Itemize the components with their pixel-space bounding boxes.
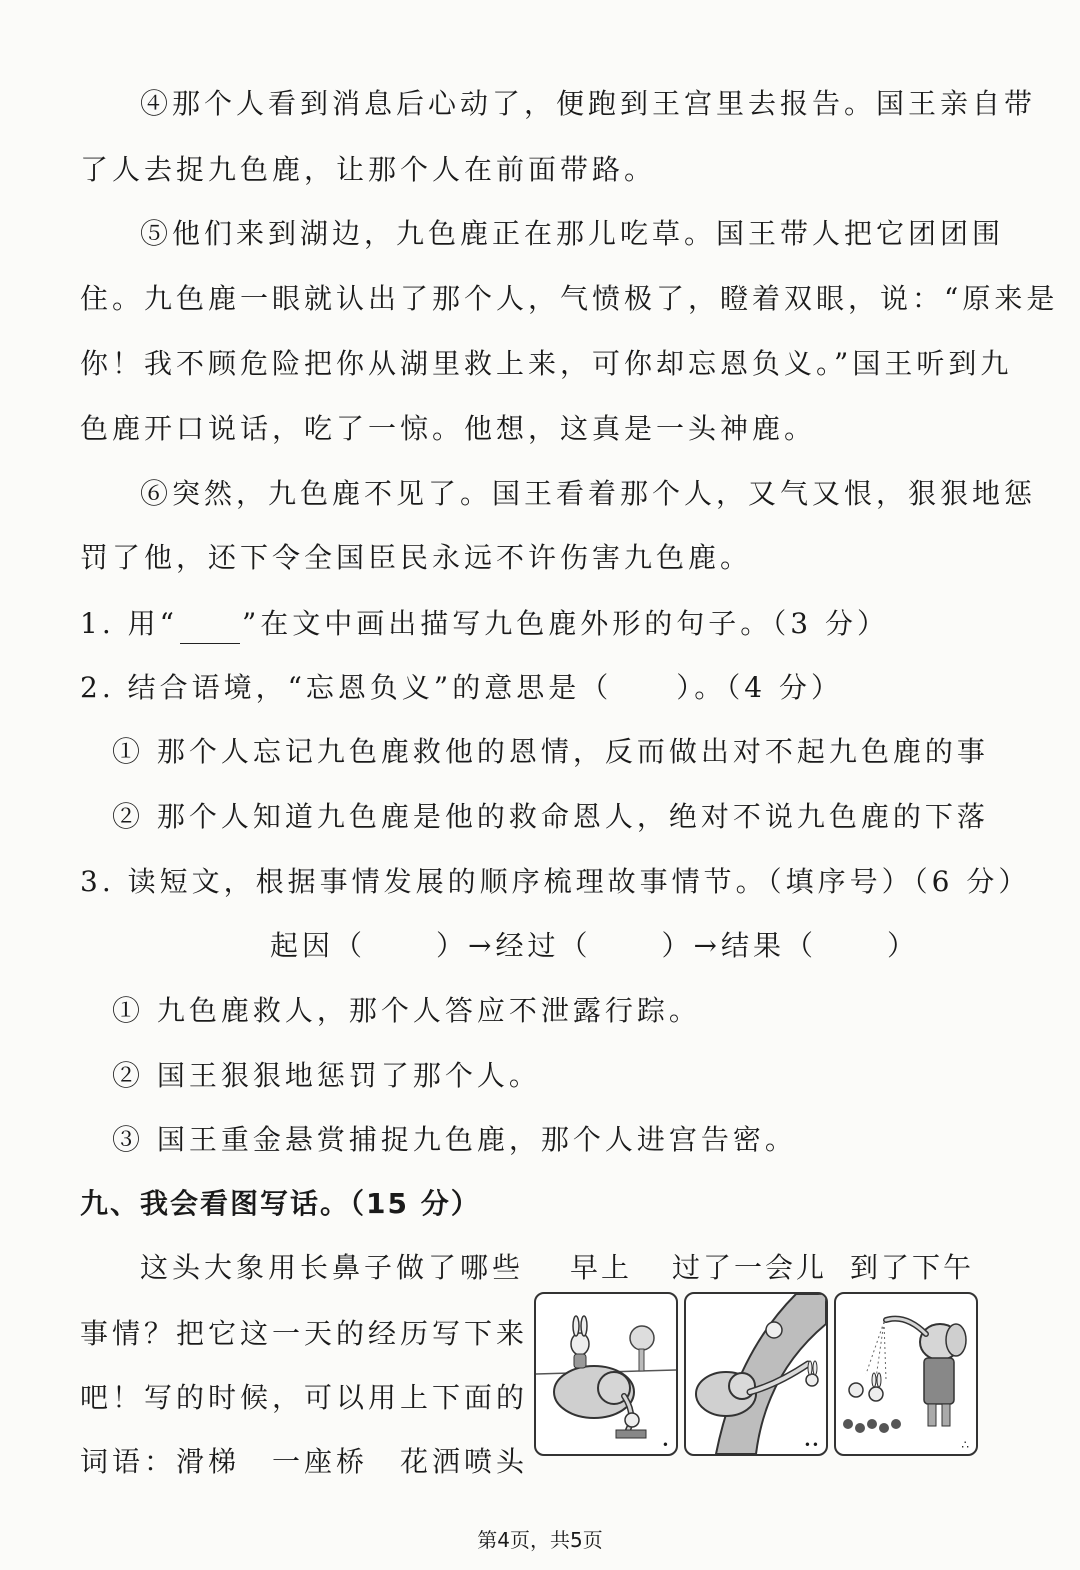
picture-panel-1 xyxy=(534,1292,678,1456)
story-line: 住。九色鹿一眼就认出了那个人，气愤极了，瞪着双眼，说：“原来是 xyxy=(80,282,1059,315)
picture-panel-3 xyxy=(834,1292,978,1456)
panel-order-mark: •• xyxy=(803,1438,820,1452)
caption-later: 过了一会儿 xyxy=(672,1251,828,1284)
question-3-option-1: ① 九色鹿救人，那个人答应不泄露行踪。 xyxy=(112,994,701,1027)
question-3-flow xyxy=(270,926,1080,966)
flow-result: ）→结果（ xyxy=(661,929,817,962)
question-2-option-1: ① 那个人忘记九色鹿救他的恩情，反而做出对不起九色鹿的事 xyxy=(112,735,989,768)
question-3: 3. 读短文，根据事情发展的顺序梳理故事情节。（填序号）（6 分） xyxy=(80,865,1031,898)
writing-prompt: 词语：滑梯 一座桥 花洒喷头 xyxy=(80,1445,529,1478)
story-line: 你！我不顾危险把你从湖里救上来，可你却忘恩负义。”国王听到九 xyxy=(80,347,1013,380)
question-2-option-2: ② 那个人知道九色鹿是他的救命恩人，绝对不说九色鹿的下落 xyxy=(112,800,989,833)
panel-order-mark: • xyxy=(661,1438,670,1452)
elephant-slide-illustration xyxy=(536,1294,676,1454)
question-3-option-3: ③ 国王重金悬赏捕捉九色鹿，那个人进宫告密。 xyxy=(112,1123,797,1156)
story-line: 色鹿开口说话，吃了一惊。他想，这真是一头神鹿。 xyxy=(80,412,817,445)
caption-morning: 早上 xyxy=(570,1251,633,1284)
story-line: ④那个人看到消息后心动了，便跑到王宫里去报告。国王亲自带 xyxy=(140,87,1037,120)
flow-process: ）→经过（ xyxy=(436,929,592,962)
question-1 xyxy=(80,604,980,644)
flow-close: ） xyxy=(886,929,919,962)
underline-sample xyxy=(180,617,240,644)
picture-panel-2 xyxy=(684,1292,828,1456)
story-line: 了人去捉九色鹿，让那个人在前面带路。 xyxy=(80,153,657,186)
caption-afternoon: 到了下午 xyxy=(850,1251,975,1284)
writing-prompt: 吧！写的时候，可以用上下面的 xyxy=(80,1381,529,1414)
story-line: 罚了他，还下令全国臣民永远不许伤害九色鹿。 xyxy=(80,541,753,574)
panel-order-mark: ∴ xyxy=(961,1438,970,1452)
story-line: ⑤他们来到湖边，九色鹿正在那儿吃草。国王带人把它团团围 xyxy=(140,217,1005,250)
writing-prompt: 事情？把它这一天的经历写下来 xyxy=(80,1317,529,1350)
flow-cause: 起因（ xyxy=(270,929,367,962)
page-number: 第4页，共5页 xyxy=(477,1528,603,1552)
question-1-suffix: ”在文中画出描写九色鹿外形的句子。（3 分） xyxy=(241,607,889,640)
question-1-prefix: 1. 用“ xyxy=(80,607,178,640)
writing-prompt: 这头大象用长鼻子做了哪些 xyxy=(140,1251,525,1284)
story-line: ⑥突然，九色鹿不见了。国王看着那个人，又气又恨，狠狠地惩 xyxy=(140,477,1037,510)
section-9-heading: 九、我会看图写话。（15 分） xyxy=(80,1187,481,1220)
question-2: 2. 结合语境，“忘恩负义”的意思是（ ）。（4 分） xyxy=(80,671,843,704)
question-3-option-2: ② 国王狠狠地惩罚了那个人。 xyxy=(112,1059,541,1092)
elephant-watering-illustration xyxy=(836,1294,976,1454)
elephant-bridge-illustration xyxy=(686,1294,826,1454)
